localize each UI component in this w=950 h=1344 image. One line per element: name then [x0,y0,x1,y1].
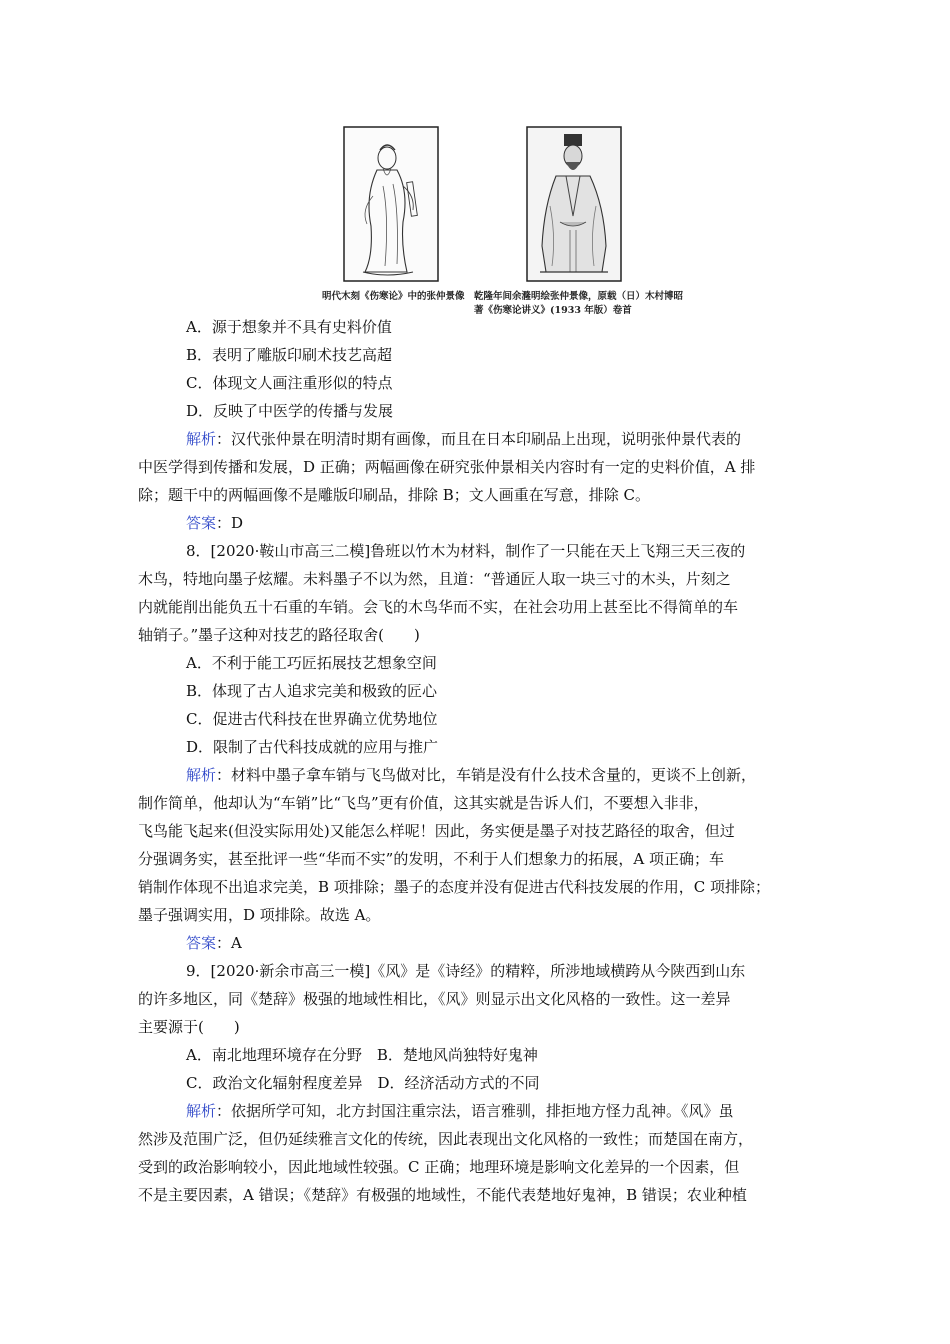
q7-option-a: A．源于想象并不具有史料价值 [186,318,392,336]
zhang-zhongjing-woodcut-image [343,126,439,282]
q8-analysis-line-2: 制作简单，他却认为“车销”比“飞鸟”更有价值，这其实就是告诉人们，不要想入非非， [138,794,709,812]
answer-label: 答案 [186,514,217,532]
q8-option-a: A．不利于能工巧匠拓展技艺想象空间 [186,654,437,672]
q7-analysis-line-1: 解析：汉代张仲景在明清时期有画像，而且在日本印刷品上出现，说明张仲景代表的 [186,430,742,448]
q8-option-b: B．体现了古人追求完美和极致的匠心 [186,682,438,700]
painted-portrait-drawing [526,126,622,282]
q8-stem-line-4: 轴销子。”墨子这种对技艺的路径取舍( ) [138,626,420,644]
q9-analysis-line-4: 不是主要因素，A 错误；《楚辞》有极强的地域性，不能代表楚地好鬼神，B 错误；农业种植 [138,1186,747,1204]
q7-answer: 答案：D [186,514,244,532]
q8-option-c: C．促进古代科技在世界确立优势地位 [186,710,438,728]
q9-stem-line-1: 9．[2020·新余市高三一模]《风》是《诗经》的精粹，所涉地域横跨从今陕西到山东 [186,962,746,980]
q9-options-row-1: A．南北地理环境存在分野 B．楚地风尚独特好鬼神 [186,1046,538,1064]
q8-answer: 答案：A [186,934,242,952]
q7-option-b: B．表明了雕版印刷术技艺高超 [186,346,393,364]
q9-options-row-2: C．政治文化辐射程度差异 D．经济活动方式的不同 [186,1074,540,1092]
q9-analysis-line-1: 解析：依据所学可知，北方封国注重宗法，语言雅驯，排拒地方怪力乱神。《风》虽 [186,1102,734,1120]
q8-analysis-line-4: 分强调务实，甚至批评一些“华而不实”的发明，不利于人们想象力的拓展，A 项正确；车 [138,850,724,868]
q7-analysis-line-2: 中医学得到传播和发展，D 正确；两幅画像在研究张仲景相关内容时有一定的史料价值，A 排 [138,458,756,476]
q7-option-c: C．体现文人画注重形似的特点 [186,374,393,392]
q8-stem-line-2: 木鸟，特地向墨子炫耀。未料墨子不以为然，且道：“普通匠人取一块三寸的木头，片刻之 [138,570,731,588]
q8-analysis-line-5: 销制作体现不出追求完美，B 项排除；墨子的态度并没有促进古代科技发展的作用，C 项排除； [138,878,771,896]
q8-option-d: D．限制了古代科技成就的应用与推广 [186,738,439,756]
q7-option-d: D．反映了中医学的传播与发展 [186,402,394,420]
analysis-label: 解析 [186,430,217,448]
right-caption-line-1: 乾隆年间余漋明绘张仲景像，原载（日）木村博昭 [474,291,684,302]
q7-analysis-line-3: 除；题干中的两幅画像不是雕版印刷品，排除 B；文人画重在写意，排除 C。 [138,486,651,504]
q8-analysis-line-3: 飞鸟能飞起来(但没实际用处)又能怎么样呢！因此，务实便是墨子对技艺路径的取舍，但过 [138,822,735,840]
q8-analysis-line-6: 墨子强调实用，D 项排除。故选 A。 [138,906,381,924]
q9-stem-line-3: 主要源于( ) [138,1018,240,1036]
q9-analysis-line-3: 受到的政治影响较小，因此地域性较强。C 正确；地理环境是影响文化差异的一个因素，但 [138,1158,740,1176]
woodcut-portrait-drawing [343,126,439,282]
left-figure-caption: 明代木刻《伤寒论》中的张仲景像 [322,291,465,302]
analysis-label: 解析 [186,766,217,784]
q9-stem-line-2: 的许多地区，同《楚辞》极强的地域性相比，《风》则显示出文化风格的一致性。这一差异 [138,990,731,1008]
q8-stem-line-1: 8．[2020·鞍山市高三二模]鲁班以竹木为材料，制作了一只能在天上飞翔三天三夜的 [186,542,746,560]
zhang-zhongjing-painting-image [526,126,622,282]
q8-stem-line-3: 内就能削出能负五十石重的车销。会飞的木鸟华而不实，在社会功用上甚至比不得简单的车 [138,598,739,616]
q8-analysis-line-1: 解析：材料中墨子拿车销与飞鸟做对比，车销是没有什么技术含量的，更谈不上创新， [186,766,757,784]
right-caption-line-2: 著《伤寒论讲义》(1933 年版）卷首 [474,305,632,316]
q9-analysis-line-2: 然涉及范围广泛，但仍延续雅言文化的传统，因此表现出文化风格的一致性；而楚国在南方， [138,1130,754,1148]
answer-label: 答案 [186,934,217,952]
analysis-label: 解析 [186,1102,217,1120]
